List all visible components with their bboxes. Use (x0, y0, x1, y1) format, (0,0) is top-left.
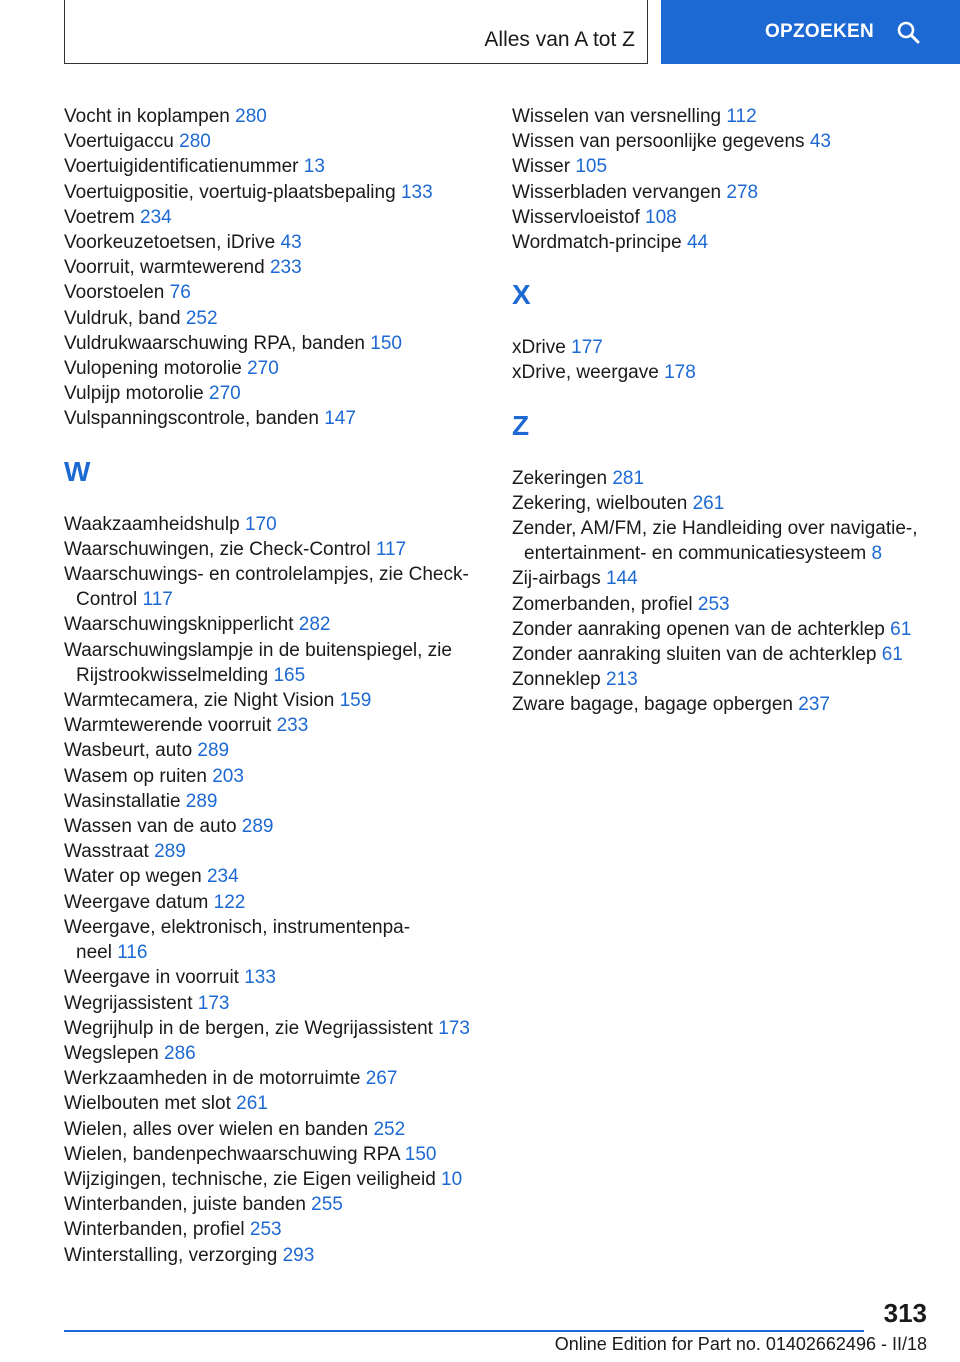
index-entry-text: Wielen, bandenpechwaarschuwing RPA (64, 1143, 400, 1165)
index-page-link[interactable]: 282 (298, 614, 331, 636)
index-entry (512, 491, 932, 516)
index-entry (64, 965, 484, 990)
index-entry-text: Weergave datum (64, 891, 209, 913)
index-entry-text: Voertuigpositie, voertuig-plaatsbepaling (64, 181, 396, 203)
index-page-link[interactable]: 267 (365, 1068, 398, 1090)
index-page-link[interactable]: 252 (373, 1118, 406, 1140)
index-entry-text: Warmtewerende voorruit (64, 715, 272, 737)
index-page-link[interactable]: 112 (726, 106, 757, 127)
index-entry (512, 692, 932, 717)
index-entry (512, 617, 932, 642)
index-entry-text: Zij-airbags (512, 568, 601, 590)
index-section-letter: W (64, 455, 91, 487)
index-page-link[interactable]: 255 (311, 1194, 343, 1216)
index-entry (64, 205, 484, 230)
header-title-box (64, 0, 648, 64)
index-entry-text: Wijzigingen, technische, zie Eigen veiligheid (64, 1168, 436, 1190)
index-entry (64, 612, 484, 637)
index-entry-continuation (64, 663, 484, 688)
index-page-link[interactable]: 147 (324, 408, 356, 430)
footer-edition-text: Online Edition for Part no. 01402662496 - II/18 (554, 1334, 927, 1354)
index-page-link[interactable]: 278 (726, 181, 759, 203)
index-entry-text: Vocht in koplampen (64, 106, 230, 127)
index-page-link[interactable]: 117 (142, 589, 173, 611)
index-entry (512, 642, 932, 667)
index-page-link[interactable]: 165 (273, 664, 306, 686)
index-entry (512, 335, 932, 360)
footer-divider (64, 1330, 864, 1332)
index-entry-text: Voorruit, warmtewerend (64, 257, 265, 279)
index-page-link[interactable]: 173 (438, 1017, 470, 1039)
index-entry-text: Wegslepen (64, 1042, 159, 1064)
index-entry-text: Wisselen van versnelling (512, 106, 722, 127)
index-entry-text: Werkzaamheden in de motorruimte (64, 1068, 361, 1090)
index-page-link[interactable]: 177 (571, 337, 603, 359)
index-entry-text: Wisser (512, 156, 571, 178)
index-page-link[interactable]: 261 (236, 1093, 268, 1115)
index-page-link[interactable]: 234 (140, 206, 172, 228)
search-icon (896, 20, 920, 44)
index-section-letter: Z (512, 409, 530, 441)
index-entry (64, 104, 484, 129)
index-entry-text: Wasem op ruiten (64, 765, 207, 787)
page-number: 313 (883, 1298, 927, 1328)
index-page-link[interactable]: 289 (197, 740, 230, 762)
index-entry-text: Zekeringen (512, 467, 608, 489)
index-entry (64, 638, 484, 688)
index-entry (64, 688, 484, 713)
index-entry-text: Zekering, wielbouten (512, 492, 688, 514)
index-entry-text: Wielbouten met slot (64, 1093, 231, 1115)
index-entry (64, 814, 484, 839)
index-page-link[interactable]: 270 (209, 383, 241, 405)
index-page-link[interactable]: 133 (400, 181, 433, 203)
index-entry-text: xDrive (512, 337, 566, 359)
index-page-link[interactable]: 289 (154, 841, 186, 863)
index-page-link[interactable]: 133 (244, 967, 276, 989)
index-entry-text: Wissen van persoonlijke gegevens (512, 131, 805, 153)
index-entry (64, 154, 484, 179)
index-page-link[interactable]: 10 (441, 1168, 463, 1190)
index-page-link[interactable]: 150 (370, 332, 402, 354)
index-entry-text: Wordmatch-principe (512, 232, 682, 254)
index-entry (64, 512, 484, 537)
index-entry (64, 1243, 484, 1268)
index-entry-text: Weergave, elektronisch, instrumentenpa- (64, 916, 411, 938)
index-section-letter: X (512, 279, 531, 311)
index-entry (64, 764, 484, 789)
index-page-link[interactable]: 286 (164, 1042, 196, 1064)
index-entry (64, 1167, 484, 1192)
index-entry-text: Waarschuwings- en controlelampjes, zie Check- (64, 564, 469, 586)
index-entry (64, 381, 484, 406)
index-page-link[interactable]: 61 (881, 644, 903, 666)
index-entry-text: Zomerbanden, profiel (512, 593, 693, 615)
index-entry (512, 516, 932, 566)
index-entry-text: Weergave in voorruit (64, 967, 239, 989)
index-entry-text: xDrive, weergave (512, 362, 659, 384)
index-page-link[interactable]: 170 (244, 513, 277, 535)
index-entry-text: Zender, AM/FM, zie Handleiding over navigatie-, (512, 518, 918, 540)
index-page-link[interactable]: 253 (249, 1219, 282, 1241)
index-page-link[interactable]: 43 (280, 232, 302, 254)
index-entry (64, 1142, 484, 1167)
index-page-link[interactable]: 122 (213, 891, 246, 913)
index-page-link[interactable]: 203 (212, 765, 244, 787)
index-entry (512, 180, 932, 205)
index-page-link[interactable]: 233 (276, 715, 309, 737)
index-entry-text: Wasinstallatie (64, 790, 181, 812)
index-page-link[interactable]: 178 (664, 362, 696, 384)
index-entry (64, 1091, 484, 1116)
index-entry-text: Vulspanningscontrole, banden (64, 408, 319, 430)
index-entry-text: Warmtecamera, zie Night Vision (64, 690, 335, 712)
index-entry (64, 129, 484, 154)
index-entry (64, 1041, 484, 1066)
index-column-left (64, 104, 484, 1268)
index-entry-text: Waarschuwingsknipperlicht (64, 614, 294, 636)
index-entry (64, 890, 484, 915)
index-page-link[interactable]: 8 (871, 543, 883, 565)
index-entry (64, 280, 484, 305)
index-entry-text: Voertuigidentificatienummer (64, 156, 299, 178)
index-entry (512, 104, 932, 129)
index-page-link[interactable]: 173 (197, 992, 230, 1014)
index-entry-text: Wisservloeistof (512, 206, 640, 228)
index-page-link[interactable]: 61 (890, 618, 912, 640)
index-entry (512, 129, 932, 154)
index-entry-text: Wegrijassistent (64, 992, 193, 1014)
index-entry-text: Vulopening motorolie (64, 358, 242, 380)
index-entry-text: Zonneklep (512, 669, 601, 691)
index-entry-text: Zonder aanraking openen van de achterklep (512, 618, 885, 640)
index-page-link[interactable]: 237 (798, 694, 830, 716)
index-entry (64, 1117, 484, 1142)
index-entry (64, 915, 484, 965)
index-entry-text: Voetrem (64, 206, 135, 228)
index-entry-text: Zonder aanraking sluiten van de achterklep (512, 644, 877, 666)
index-entry (512, 667, 932, 692)
index-entry-text: Wasbeurt, auto (64, 740, 193, 762)
index-entry (64, 255, 484, 280)
index-entry (64, 991, 484, 1016)
index-entry (64, 230, 484, 255)
index-page-link[interactable]: 117 (375, 538, 407, 560)
index-entry-text: Vuldrukwaarschuwing RPA, banden (64, 332, 366, 354)
index-entry-text: Voorkeuzetoetsen, iDrive (64, 232, 276, 254)
header-title: Alles van A tot Z (484, 28, 635, 51)
index-entry-text: Waarschuwingen, zie Check-Control (64, 538, 371, 560)
index-entry-text: Wassen van de auto (64, 816, 237, 838)
index-entry-text: Winterbanden, profiel (64, 1219, 245, 1241)
index-page-link[interactable]: 116 (117, 942, 148, 964)
index-entry-continuation-text: Rijstrookwisselmelding (76, 664, 269, 686)
index-entry-text: Waakzaamheidshulp (64, 513, 240, 535)
index-page-link[interactable]: 280 (235, 106, 267, 127)
index-entry (64, 306, 484, 331)
index-page-link[interactable]: 13 (303, 156, 325, 178)
index-page-link[interactable]: 270 (247, 358, 279, 380)
index-entry-text: Wasstraat (64, 841, 149, 863)
index-entry (64, 406, 484, 431)
index-entry (64, 562, 484, 612)
index-page-link[interactable]: 289 (185, 790, 218, 812)
index-entry-text: Winterstalling, verzorging (64, 1244, 278, 1266)
index-page-link[interactable]: 105 (575, 156, 608, 178)
index-entry-text: Vuldruk, band (64, 307, 181, 329)
index-page-link[interactable]: 280 (179, 131, 211, 153)
index-page-link[interactable]: 252 (185, 307, 218, 329)
index-page-link[interactable]: 144 (605, 568, 638, 590)
index-entry-continuation-text: neel (76, 942, 112, 964)
search-button[interactable] (661, 0, 960, 64)
index-page-link[interactable]: 43 (809, 131, 831, 153)
index-entry (64, 864, 484, 889)
index-page-link[interactable]: 261 (692, 492, 725, 514)
index-page-link[interactable]: 289 (241, 816, 274, 838)
index-page-link[interactable]: 281 (612, 467, 645, 489)
index-entry (512, 205, 932, 230)
index-page-link[interactable]: 234 (206, 866, 239, 888)
index-page-link[interactable]: 159 (339, 690, 372, 712)
index-page-link[interactable]: 44 (686, 232, 709, 254)
index-entry-continuation-text: Control (76, 589, 138, 611)
index-entry (64, 1192, 484, 1217)
index-entry-continuation-text: entertainment- en communicatiesysteem (524, 543, 867, 565)
index-entry (64, 537, 484, 562)
index-page-link[interactable]: 76 (169, 282, 191, 304)
index-entry-text: Wisserbladen vervangen (512, 181, 722, 203)
index-entry (512, 592, 932, 617)
index-entry (64, 789, 484, 814)
index-page-link[interactable]: 150 (404, 1143, 437, 1165)
index-page-link[interactable]: 293 (282, 1244, 315, 1266)
index-page-link[interactable]: 213 (606, 669, 638, 691)
index-entry (64, 738, 484, 763)
index-entry-text: Vulpijp motorolie (64, 383, 204, 405)
index-page-link[interactable]: 233 (269, 257, 302, 279)
index-entry-text: Wielen, alles over wielen en banden (64, 1118, 369, 1140)
index-page-link[interactable]: 253 (697, 593, 730, 615)
index-entry-text: Voorstoelen (64, 282, 165, 304)
index-entry-text: Zware bagage, bagage opbergen (512, 694, 794, 716)
index-entry-text: Water op wegen (64, 866, 202, 888)
index-entry (64, 180, 484, 205)
index-entry (64, 331, 484, 356)
index-column-right (512, 104, 932, 718)
index-entry-text: Voertuigaccu (64, 131, 174, 153)
index-entry (512, 466, 932, 491)
index-entry (512, 154, 932, 179)
index-entry-continuation (64, 940, 484, 965)
index-entry (64, 1066, 484, 1091)
index-entry (64, 839, 484, 864)
index-entry-text: Wegrijhulp in de bergen, zie Wegrijassistent (64, 1017, 433, 1039)
index-entry (64, 356, 484, 381)
index-entry (64, 1217, 484, 1242)
index-entry-text: Winterbanden, juiste banden (64, 1194, 306, 1216)
index-entry-continuation (512, 541, 932, 566)
index-entry (64, 713, 484, 738)
index-entry (512, 230, 932, 255)
index-entry (512, 360, 932, 385)
index-entry (512, 566, 932, 591)
index-entry-text: Waarschuwingslampje in de buitenspiegel, zie (64, 639, 452, 661)
index-entry-continuation (64, 587, 484, 612)
index-entry (64, 1016, 484, 1041)
search-button-label: OPZOEKEN (764, 21, 874, 42)
index-page-link[interactable]: 108 (645, 206, 677, 228)
